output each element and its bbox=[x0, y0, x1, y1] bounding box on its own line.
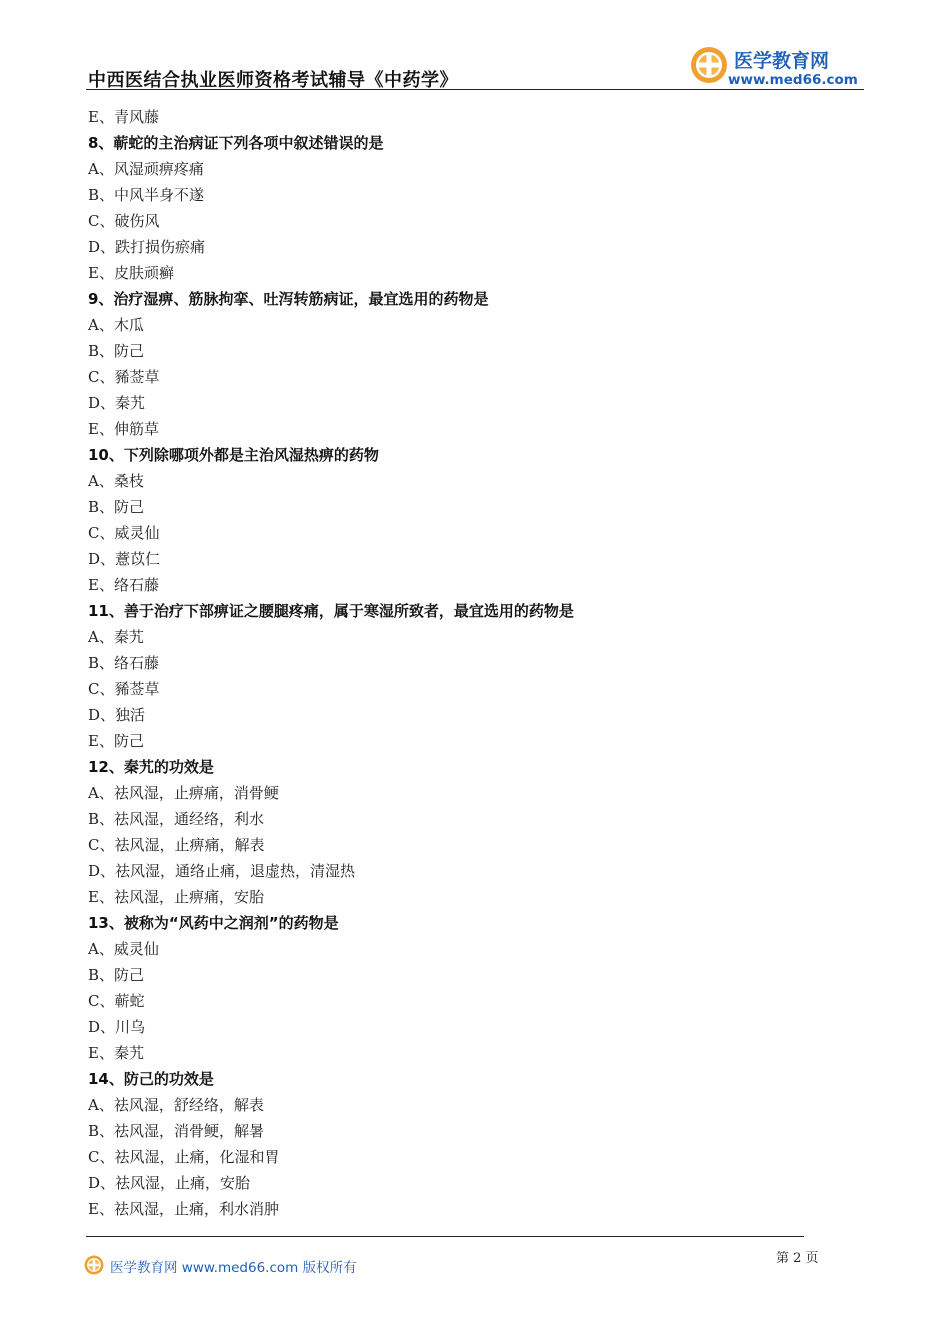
option-text: E、青风藤 bbox=[88, 108, 159, 126]
footer-copyright: 医学教育网 www.med66.com 版权所有 bbox=[110, 1260, 357, 1276]
option-text: A、秦艽 bbox=[88, 628, 144, 646]
header-divider bbox=[86, 89, 864, 90]
option-text: D、薏苡仁 bbox=[88, 550, 161, 568]
option-text: A、木瓜 bbox=[88, 316, 144, 334]
option-text: A、威灵仙 bbox=[88, 940, 159, 958]
option-text: D、川乌 bbox=[88, 1018, 146, 1036]
site-logo bbox=[690, 44, 866, 90]
option-text: A、桑枝 bbox=[88, 472, 144, 490]
option-text: C、豨莶草 bbox=[88, 368, 160, 386]
question-text: 8、蕲蛇的主治病证下列各项中叙述错误的是 bbox=[88, 134, 384, 152]
option-text: D、跌打损伤瘀痛 bbox=[88, 238, 206, 256]
option-text: E、祛风湿，止痹痛，安胎 bbox=[88, 888, 264, 906]
option-text: C、蕲蛇 bbox=[88, 992, 145, 1010]
option-text: E、秦艽 bbox=[88, 1044, 144, 1062]
option-text: C、祛风湿，止痹痛，解表 bbox=[88, 836, 265, 854]
logo-name: 医学教育网 bbox=[734, 50, 830, 72]
option-text: D、秦艽 bbox=[88, 394, 146, 412]
option-text: E、络石藤 bbox=[88, 576, 159, 594]
option-text: C、威灵仙 bbox=[88, 524, 160, 542]
option-text: B、防己 bbox=[88, 966, 145, 984]
logo-url: www.med66.com bbox=[728, 72, 858, 88]
question-text: 13、被称为“风药中之润剂”的药物是 bbox=[88, 914, 339, 932]
option-text: B、祛风湿，消骨鲠，解暑 bbox=[88, 1122, 265, 1140]
question-text: 10、下列除哪项外都是主治风湿热痹的药物 bbox=[88, 446, 379, 464]
question-text: 14、防己的功效是 bbox=[88, 1070, 214, 1088]
option-text: C、祛风湿，止痛，化湿和胃 bbox=[88, 1148, 280, 1166]
option-text: B、络石藤 bbox=[88, 654, 160, 672]
option-text: A、风湿顽痹疼痛 bbox=[88, 160, 204, 178]
page-header-title: 中西医结合执业医师资格考试辅导《中药学》 bbox=[88, 70, 458, 91]
option-text: B、防己 bbox=[88, 342, 145, 360]
option-text: C、破伤风 bbox=[88, 212, 160, 230]
option-text: D、独活 bbox=[88, 706, 146, 724]
question-list bbox=[88, 104, 848, 1222]
option-text: B、中风半身不遂 bbox=[88, 186, 205, 204]
option-text: E、防己 bbox=[88, 732, 144, 750]
question-text: 12、秦艽的功效是 bbox=[88, 758, 214, 776]
medical-cross-circle-icon bbox=[84, 1255, 104, 1275]
option-text: A、祛风湿，舒经络，解表 bbox=[88, 1096, 264, 1114]
option-text: D、祛风湿，通络止痛，退虚热，清湿热 bbox=[88, 862, 356, 880]
page-number: 第 2 页 bbox=[776, 1251, 819, 1266]
question-text: 9、治疗湿痹、筋脉拘挛、吐泻转筋病证，最宜选用的药物是 bbox=[88, 290, 489, 308]
option-text: E、伸筋草 bbox=[88, 420, 159, 438]
option-text: A、祛风湿，止痹痛，消骨鲠 bbox=[88, 784, 279, 802]
option-text: B、祛风湿，通经络，利水 bbox=[88, 810, 265, 828]
option-text: E、祛风湿，止痛，利水消肿 bbox=[88, 1200, 279, 1218]
footer-divider bbox=[86, 1236, 804, 1237]
option-text: E、皮肤顽癣 bbox=[88, 264, 174, 282]
medical-cross-circle-icon bbox=[690, 46, 728, 84]
question-text: 11、善于治疗下部痹证之腰腿疼痛，属于寒湿所致者，最宜选用的药物是 bbox=[88, 602, 574, 620]
option-text: B、防己 bbox=[88, 498, 145, 516]
option-text: D、祛风湿，止痛，安胎 bbox=[88, 1174, 251, 1192]
option-text: C、豨莶草 bbox=[88, 680, 160, 698]
